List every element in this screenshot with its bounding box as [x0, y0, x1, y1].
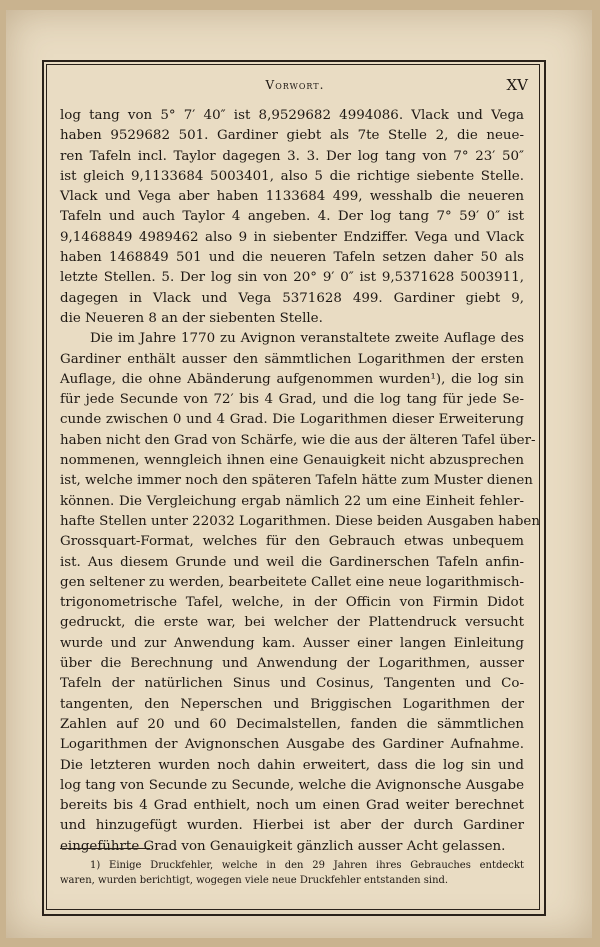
text-line: Vlack und Vega aber haben 1133684 499, wesshalb die neueren — [60, 189, 524, 205]
text-line: können. Die Vergleichung ergab nämlich 22 um eine Einheit fehler- — [60, 493, 524, 509]
text-line: Die letzteren wurden noch dahin erweitert, dass die log sin und — [60, 757, 524, 773]
text-line: cunde zwischen 0 und 4 Grad. Die Logarithmen dieser Erweiterung — [60, 412, 524, 428]
text-line: tangenten, den Neperschen und Briggischen Logarithmen der — [60, 696, 524, 712]
paragraph-start: Die im Jahre 1770 zu Avignon veranstaltete zweite Auflage des — [90, 331, 524, 347]
body-text — [60, 106, 540, 857]
text-line: gedruckt, die erste war, bei welcher der Plattendruck versucht — [60, 615, 524, 631]
footnote-divider — [60, 848, 150, 849]
running-header — [60, 78, 530, 98]
text-line: Auflage, die ohne Abänderung aufgenommen wurden¹), die log sin — [60, 371, 524, 387]
text-line: ist. Aus diesem Grunde und weil die Gardinerschen Tafeln anfin- — [60, 554, 524, 570]
text-line: und hinzugefügt wurden. Hierbei ist aber der durch Gardiner — [60, 818, 524, 834]
text-line: haben nicht den Grad von Schärfe, wie die aus der älteren Tafel über- — [60, 432, 536, 448]
text-line: ist gleich 9,1133684 5003401, also 5 die richtige siebente Stelle. — [60, 168, 524, 184]
footnote — [60, 858, 524, 888]
text-line: haben 1468849 501 und die neueren Tafeln setzen daher 50 als — [60, 250, 524, 266]
text-line: die Neueren 8 an der siebenten Stelle. — [60, 310, 323, 326]
text-line: bereits bis 4 Grad enthielt, noch um einen Grad weiter berechnet — [60, 798, 524, 814]
text-line: über die Berechnung und Anwendung der Logarithmen, ausser — [60, 656, 524, 672]
text-line: hafte Stellen unter 22032 Logarithmen. Diese beiden Ausgaben haben — [60, 513, 540, 529]
text-line: ren Tafeln incl. Taylor dagegen 3. 3. Der log tang von 7° 23′ 50″ — [60, 148, 524, 164]
text-line: Zahlen auf 20 und 60 Decimalstellen, fanden die sämmtlichen — [60, 716, 524, 732]
text-line: nommenen, wenngleich ihnen eine Genauigkeit nicht abzusprechen — [60, 453, 524, 469]
text-line: Logarithmen der Avignonschen Ausgabe des Gardiner Aufnahme. — [60, 737, 524, 753]
text-line: Tafeln und auch Taylor 4 angeben. 4. Der log tang 7° 59′ 0″ ist — [60, 209, 524, 225]
text-line: ist, welche immer noch den späteren Tafeln hätte zum Muster dienen — [60, 473, 533, 489]
text-line: Tafeln der natürlichen Sinus und Cosinus, Tangenten und Co- — [60, 676, 524, 692]
footnote-line: 1) Einige Druckfehler, welche in den 29 Jahren ihres Gebrauches entdeckt — [90, 860, 524, 871]
text-line: log tang von 5° 7′ 40″ ist 8,9529682 4994086. Vlack und Vega — [60, 108, 524, 123]
text-line: log tang von Secunde zu Secunde, welche die Avignonsche Ausgabe — [60, 777, 524, 793]
text-line: 9,1468849 4989462 also 9 in siebenter Endziffer. Vega und Vlack — [60, 229, 524, 245]
footnote-line: waren, wurden berichtigt, wogegen viele neue Druckfehler entstanden sind. — [60, 875, 449, 886]
text-line: Grossquart-Format, welches für den Gebrauch etwas unbequem — [60, 534, 524, 550]
text-line: haben 9529682 501. Gardiner giebt als 7te Stelle 2, die neue- — [60, 128, 524, 144]
text-line: letzte Stellen. 5. Der log sin von 20° 9′ 0″ ist 9,5371628 5003911, — [60, 270, 524, 286]
text-line: wurde und zur Anwendung kam. Ausser einer langen Einleitung — [60, 635, 524, 651]
text-line: Gardiner enthält ausser den sämmtlichen Logarithmen der ersten — [60, 351, 524, 367]
header-title: Vorwort. — [265, 78, 325, 92]
text-line: für jede Secunde von 72′ bis 4 Grad, und die log tang für jede Se- — [60, 392, 524, 408]
text-line: eingeführte Grad von Genauigkeit gänzlich ausser Acht gelassen. — [60, 838, 506, 854]
text-line: gen seltener zu werden, bearbeitete Callet eine neue logarithmisch- — [60, 574, 524, 590]
text-line: trigonometrische Tafel, welche, in der Officin von Firmin Didot — [60, 595, 524, 611]
page-number: XV — [506, 76, 528, 94]
text-line: dagegen in Vlack und Vega 5371628 499. Gardiner giebt 9, — [60, 290, 524, 306]
